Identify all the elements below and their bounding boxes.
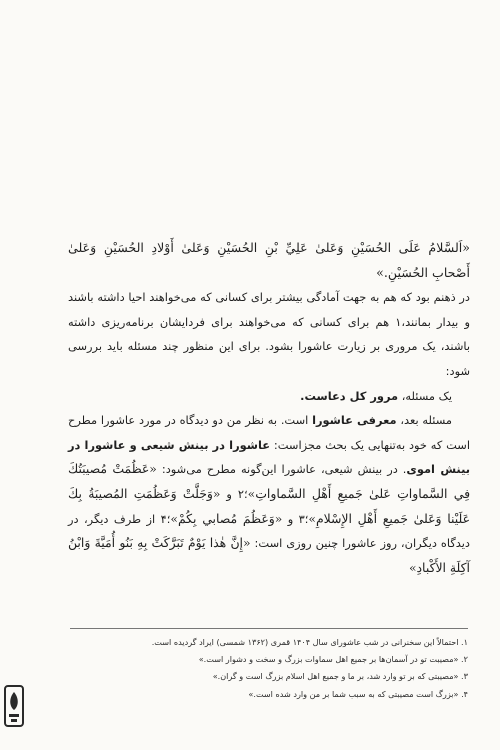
- ashura-text-1: است. به نظر من دو دیدگاه در مورد عاشورا مطرح است که خود به‌تنهایی یک بحث مجزاست:: [68, 413, 470, 452]
- footnote-2: ٢. «مصیبت تو در آسمان‌ها بر جمیع اهل سماوات بزرگ و سخت و دشوار است.»: [198, 654, 468, 665]
- footnote-3: ٣. «مصیبتی که بر تو وارد شد، بر ما و جمیع اهل اسلام بزرگ است و گران.»: [212, 671, 468, 682]
- arabic-quote-4: «إِنَّ هٰذا يَوْمٌ تَبَرَّكَتْ بِهِ بَنُو أُمَيَّةَ وَابْنُ آكِلَةِ الأَكْبادِ»: [68, 535, 470, 575]
- publisher-logo-icon: [3, 684, 25, 728]
- ashura-lead: مسئله بعد،: [396, 413, 452, 428]
- arabic-quote-2: «وَجَلَّتْ وَعَظُمَتِ المُصيبَةُ بِكَ عَلَيْنا وَعَلىٰ جَميعِ أَهْلِ الإِسْلامِ»: [68, 485, 470, 526]
- arabic-quote-1: «عَظُمَتْ مُصيبَتُكَ فِي السَّماواتِ عَلىٰ جَميعِ أَهْلِ السَّماواتِ»: [68, 461, 470, 501]
- ashura-text-4: ؛٣ و: [282, 511, 309, 526]
- salutation-verse: «اَلسَّلامُ عَلَى الحُسَيْنِ وَعَلىٰ عَلِيِّ بْنِ الحُسَيْنِ وَعَلىٰ أَوْلادِ الحُسَيْنِ وَعَلىٰ أَصْحابِ الحُسَيْنِ.»: [68, 240, 470, 280]
- first-issue-lead: یک مسئله،: [398, 388, 452, 403]
- paragraph-ashura: [68, 408, 470, 580]
- ashura-text-3: ؛٢ و: [220, 486, 248, 501]
- first-issue-bold: مرور کل دعاست.: [300, 388, 399, 403]
- paragraph-intro: در ذهنم بود که هم به جهت آمادگی بیشتر برای کسانی که می‌خواهند احیا داشته باشند و بیدار بمانند،١ هم برای کسانی که می‌خواهند برای فردایشان برنامه‌ریزی داشته باشند، یک مروری بر زیارت عاشورا بشود. برای این منظور چند مسئله باید بررسی شود:: [68, 290, 470, 378]
- ashura-text-2: . در بینش شیعی، عاشورا این‌گونه مطرح می‌شود:: [156, 462, 407, 477]
- footnotes: [70, 628, 468, 703]
- ashura-views-bold: عاشورا در بینش شیعی و عاشورا در بینش اموی: [68, 437, 471, 477]
- footnote-1: ١. احتمالاً این سخنرانی در شب عاشورای سال ١۴٠۴ قمری (١٣۶٢ شمسی) ایراد گردیده است.: [151, 637, 468, 647]
- paragraph-first-issue: [68, 384, 470, 409]
- arabic-quote-3: «وَعَظُمَ مُصابي بِكُمْ»: [170, 510, 283, 526]
- footnote-4: ۴. «بزرگ است مصیبتی که به سبب شما بر من وارد شده است.»: [248, 688, 468, 699]
- ashura-intro-bold: معرفی عاشورا: [312, 413, 397, 428]
- main-text: [68, 236, 470, 580]
- ashura-text-5: ؛۴ از طرف دیگر، در دیدگاه دیگران، روز عاشورا چنین روزی است:: [68, 511, 470, 551]
